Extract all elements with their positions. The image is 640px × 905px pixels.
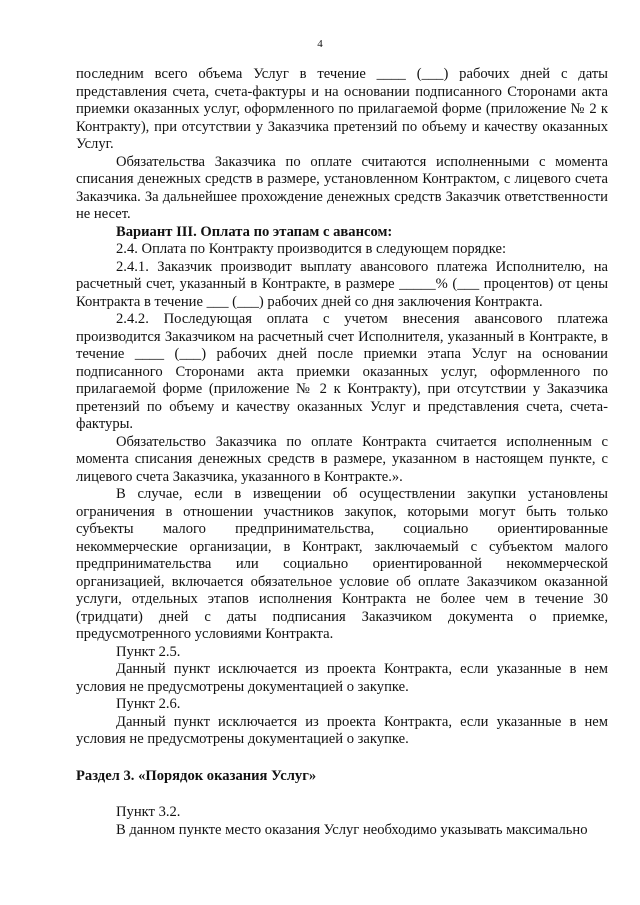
clause-2-5-text: Данный пункт исключается из проекта Контракта, если указанные в нем условия не предусмотрены документацией о закупке. [76,661,608,695]
paragraph-2-4-2: 2.4.2. Последующая оплата с учетом внесения авансового платежа производится Заказчиком на расчетный счет Исполнителя, указанный в Контракте, в течение ____ (___) рабочих дней после приемки этапа Услуг на основании подписанного Сторонами акта приемки оказанных услуг, оформленного по прилагаемой форме (приложение № 2 к Контракту), при отсутствии у Заказчика претензий по объему и качеству оказанных Услуг и представления счета, счета-фактуры. [76,311,608,432]
paragraph-2-4-1: 2.4.1. Заказчик производит выплату авансового платежа Исполнителю, на расчетный счет, указанный в Контракте, в размере _____% (___ процентов) от цены Контракта в течение ___ (___) рабочих дней со дня заключения Контракта. [76,258,608,310]
clause-3-2-text: В данном пункте место оказания Услуг необходимо указывать максимально [116,821,588,838]
paragraph-obligation-contract: Обязательство Заказчика по оплате Контракта считается исполненным с момента списания денежных средств в размере, указанном в настоящем пункте, с лицевого счета Заказчика, указанного в Контракте.». [76,433,608,485]
paragraph-2-4: 2.4. Оплата по Контракту производится в следующем порядке: [116,241,507,257]
paragraph-obligations-fulfilled: Обязательства Заказчика по оплате считаются исполненными с момента списания денежных средств в размере, установленном Контрактом, с лицевого счета Заказчика. За дальнейшее прохождение денежных средств Заказчик ответственности не несет. [76,153,608,222]
document-body [76,66,608,839]
clause-2-6-text: Данный пункт исключается из проекта Контракта, если указанные в нем условия не предусмотрены документацией о закупке. [76,713,608,747]
clause-3-2-label: Пункт 3.2. [116,804,181,820]
page-number: 4 [317,38,323,50]
paragraph-payment-continuation: последним всего объема Услуг в течение ____ (___) рабочих дней с даты представления счета, счета-фактуры и на основании подписанного Сторонами акта приемки оказанных услуг, оформленного по прилагаемой форме (приложение № 2 к Контракту), при отсутствии у Заказчика претензий по объему и качеству оказанных Услуг. [76,66,608,152]
clause-2-5-label: Пункт 2.5. [116,643,181,660]
variant-iii-title: Вариант III. Оплата по этапам с авансом: [116,223,393,240]
section-3-heading: Раздел 3. «Порядок оказания Услуг» [76,767,317,784]
clause-2-6-label: Пункт 2.6. [116,696,181,712]
paragraph-small-business: В случае, если в извещении об осуществлении закупки установлены ограничения в отношении участников закупок, которыми могут быть только субъекты малого предпринимательства, социально ориентированные некоммерческие организации, в Контракт, заключаемый с субъектом малого предпринимательства или социально ориентированной некоммерческой организацией, включается обязательное условие об оплате Заказчиком оказанной услуги, отдельных этапов исполнения Контракта не более чем в течение 30 (тридцати) дней с даты подписания Заказчиком документа о приемке, предусмотренного условиями Контракта. [76,486,608,642]
